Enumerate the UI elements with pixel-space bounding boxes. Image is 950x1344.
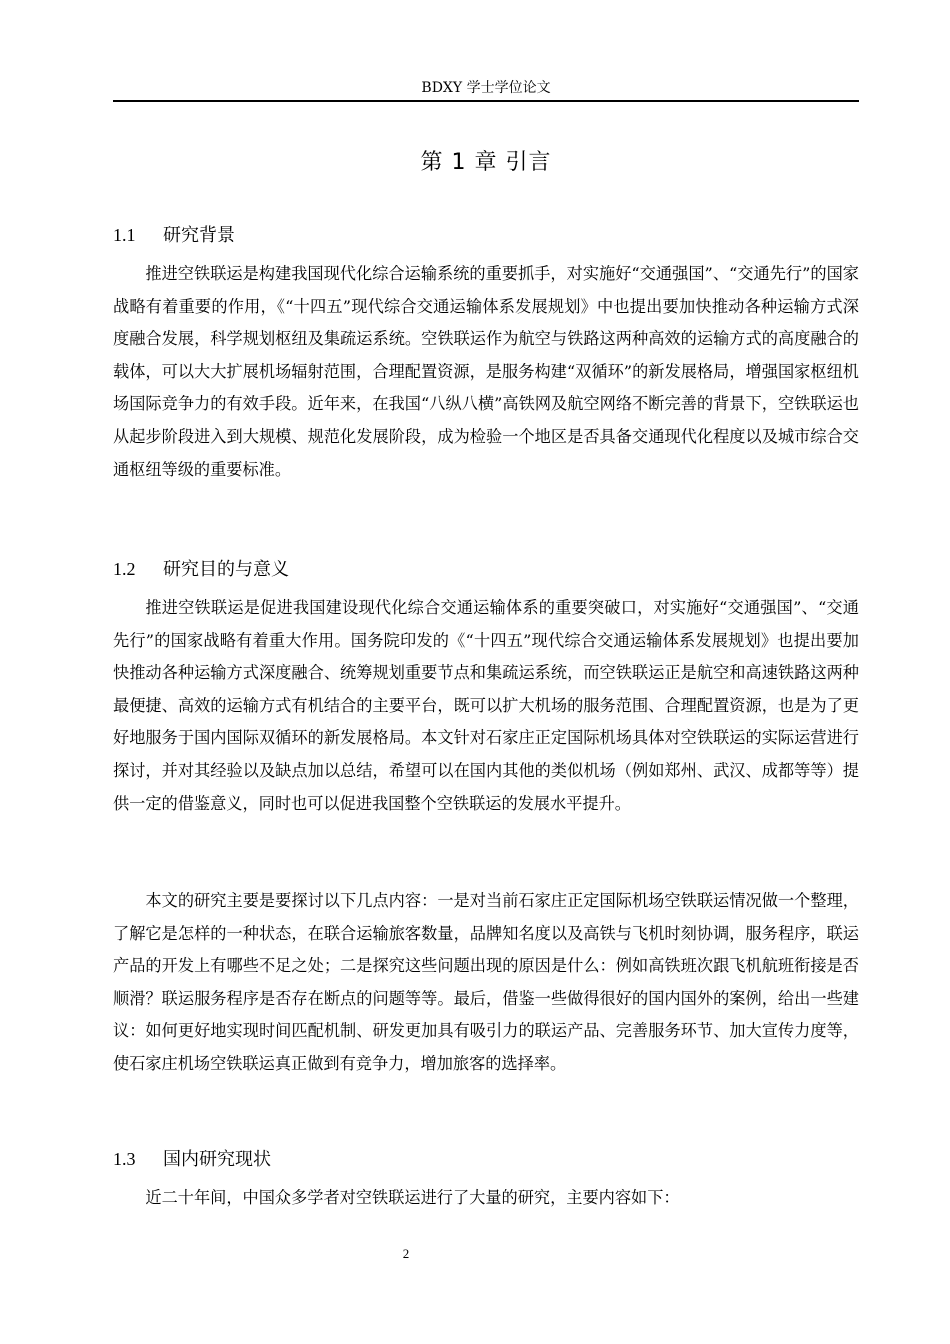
section-number: 1.3: [113, 1149, 136, 1169]
section-title: 研究目的与意义: [163, 559, 289, 580]
running-header: BDXY 学士学位论文: [421, 80, 551, 96]
chapter-title: 第 1 章 引言: [420, 150, 552, 175]
paragraph-background: 推进空铁联运是构建我国现代化综合运输系统的重要抓手，对实施好“交通强国”、“交通先行”的国家战略有着重要的作用，《“十四五”现代综合交通运输体系发展规划》中也提出要加快推动各种运输方式深度融合发展，科学规划枢纽及集疏运系统。空铁联运作为航空与铁路这两种高效的运输方式的高度融合的载体，可以大大扩展机场辐射范围，合理配置资源，是服务构建“双循环”的新发展格局，增强国家枢纽机场国际竞争力的有效手段。近年来，在我国“八纵八横”高铁网及航空网络不断完善的背景下，空铁联运也从起步阶段进入到大规模、规范化发展阶段，成为检验一个地区是否具备交通现代化程度以及城市综合交通枢纽等级的重要标准。: [113, 264, 859, 479]
page-number: 2: [402, 1246, 410, 1261]
section-title: 国内研究现状: [163, 1149, 271, 1170]
section-number: 1.1: [113, 225, 136, 245]
section-title: 研究背景: [163, 225, 235, 246]
paragraph-domestic-status: 近二十年间，中国众多学者对空铁联运进行了大量的研究，主要内容如下：: [145, 1188, 680, 1207]
section-heading-1-2: [113, 556, 859, 583]
paragraph-research-content: 本文的研究主要是要探讨以下几点内容：一是对当前石家庄正定国际机场空铁联运情况做一个整理，了解它是怎样的一种状态，在联合运输旅客数量，品牌知名度以及高铁与飞机时刻协调，服务程序，联运产品的开发上有哪些不足之处；二是探究这些问题出现的原因是什么：例如高铁班次跟飞机航班衔接是否顺滑？联运服务程序是否存在断点的问题等等。最后，借鉴一些做得很好的国内国外的案例，给出一些建议：如何更好地实现时间匹配机制、研发更加具有吸引力的联运产品、完善服务环节、加大宣传力度等，使石家庄机场空铁联运真正做到有竞争力，增加旅客的选择率。: [113, 891, 859, 1073]
section-number: 1.2: [113, 559, 136, 579]
paragraph-purpose: 推进空铁联运是促进我国建设现代化综合交通运输体系的重要突破口，对实施好“交通强国”、“交通先行”的国家战略有着重大作用。国务院印发的《“十四五”现代综合交通运输体系发展规划》也提出要加快推动各种运输方式深度融合、统筹规划重要节点和集疏运系统，而空铁联运正是航空和高速铁路这两种最便捷、高效的运输方式有机结合的主要平台，既可以扩大机场的服务范围、合理配置资源，也是为了更好地服务于国内国际双循环的新发展格局。本文针对石家庄正定国际机场具体对空铁联运的实际运营进行探讨，并对其经验以及缺点加以总结，希望可以在国内其他的类似机场（例如郑州、武汉、成都等等）提供一定的借鉴意义，同时也可以促进我国整个空铁联运的发展水平提升。: [113, 598, 859, 813]
section-heading-1-3: [113, 1146, 859, 1173]
header-rule: [113, 100, 859, 102]
section-heading-1-1: [113, 222, 859, 249]
